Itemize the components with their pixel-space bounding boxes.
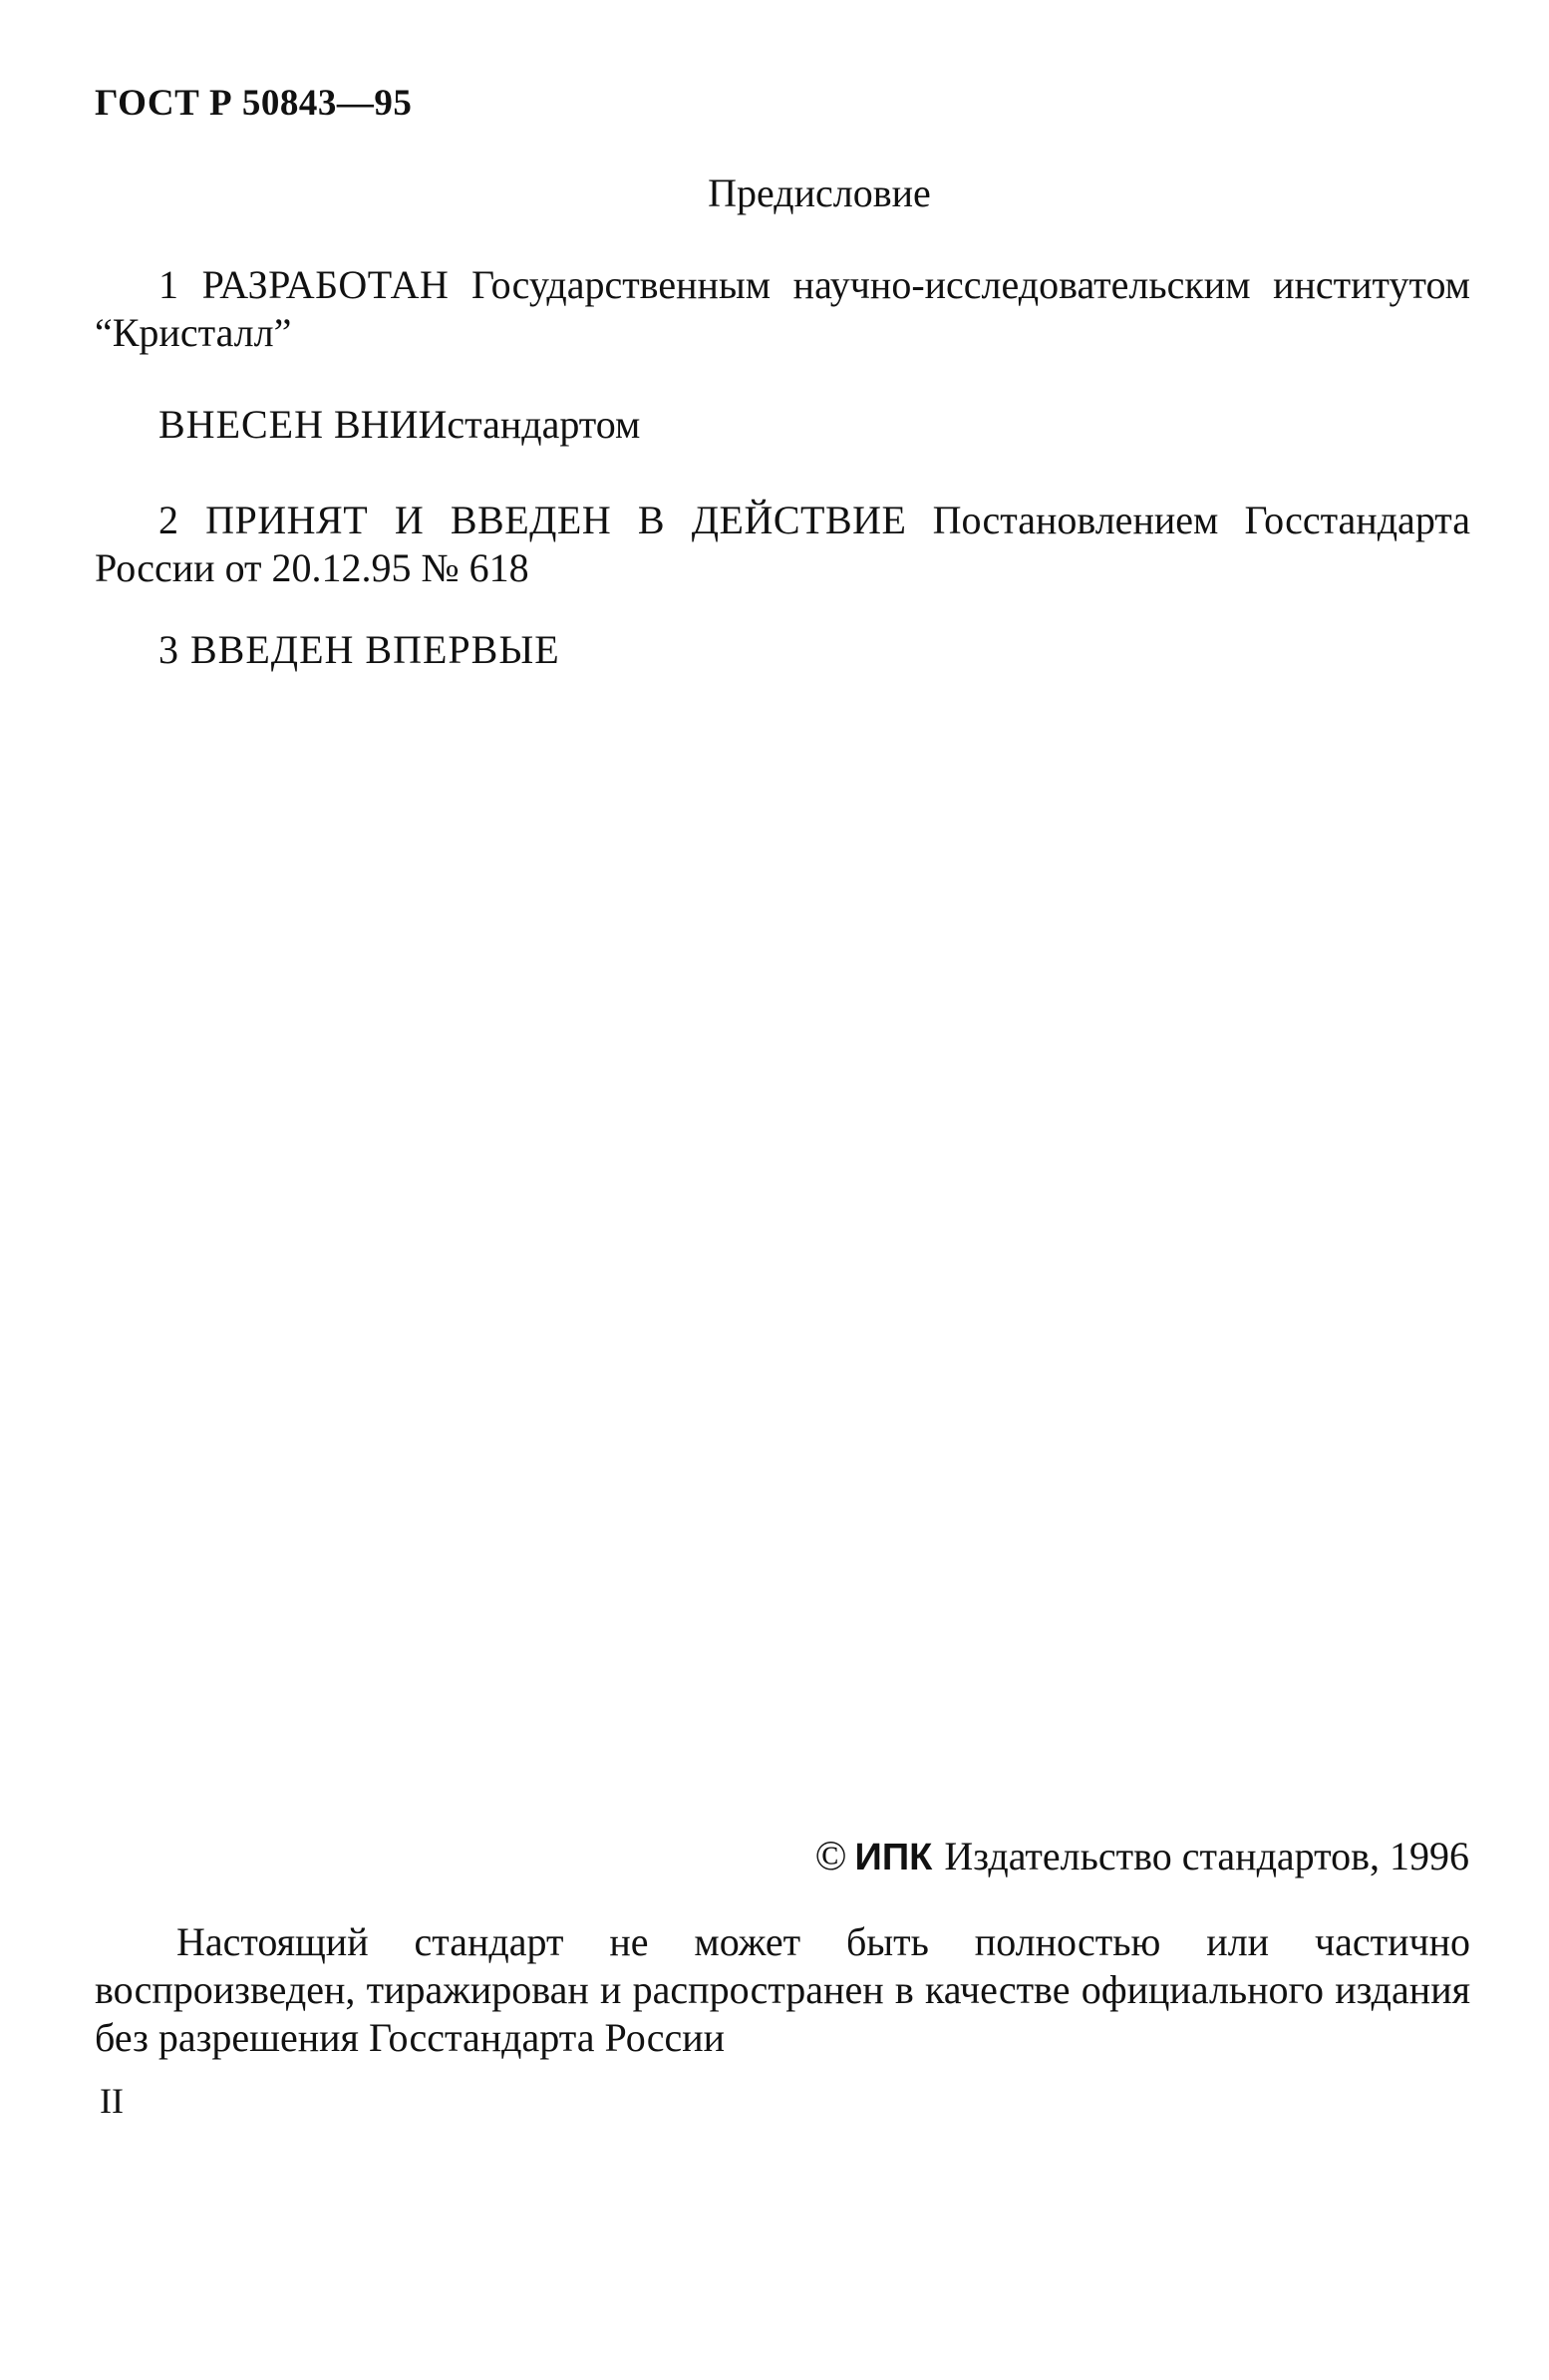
item-lead: ВНЕСЕН [158,402,324,447]
preface-title: Предисловие [708,170,931,215]
item-text: ВНИИстандартом [324,402,641,447]
publisher-abbr: ИПК [854,1837,933,1878]
preface-item-submitted [95,401,1470,449]
preface-item-developed [95,261,1470,357]
item-lead: 2 ПРИНЯТ И ВВЕДЕН В ДЕЙСТВИЕ [158,498,907,542]
preface-item-adopted [95,497,1470,592]
item-lead: 3 ВВЕДЕН ВПЕРВЫЕ [158,627,560,672]
standard-id-header: ГОСТ Р 50843—95 [95,83,413,124]
item-text: Государственным научно-исследовательским институтом “Кристалл” [95,262,1470,355]
preface-item-first-introduced [95,626,1470,674]
reproduction-notice: Настоящий стандарт не может быть полностью или частично воспроизведен, тиражирован и распространен в качестве официального издания без разрешения Госстандарта России [95,1919,1470,2060]
item-text: Постановлением Госстандарта России от 20.12.95 № 618 [95,498,1471,590]
copyright-icon: © [814,1834,847,1879]
page-number: II [100,2081,124,2121]
item-lead: 1 РАЗРАБОТАН [158,262,450,307]
copyright-line [815,1833,1469,1880]
publisher-name-year: Издательство стандартов, 1996 [944,1834,1469,1878]
